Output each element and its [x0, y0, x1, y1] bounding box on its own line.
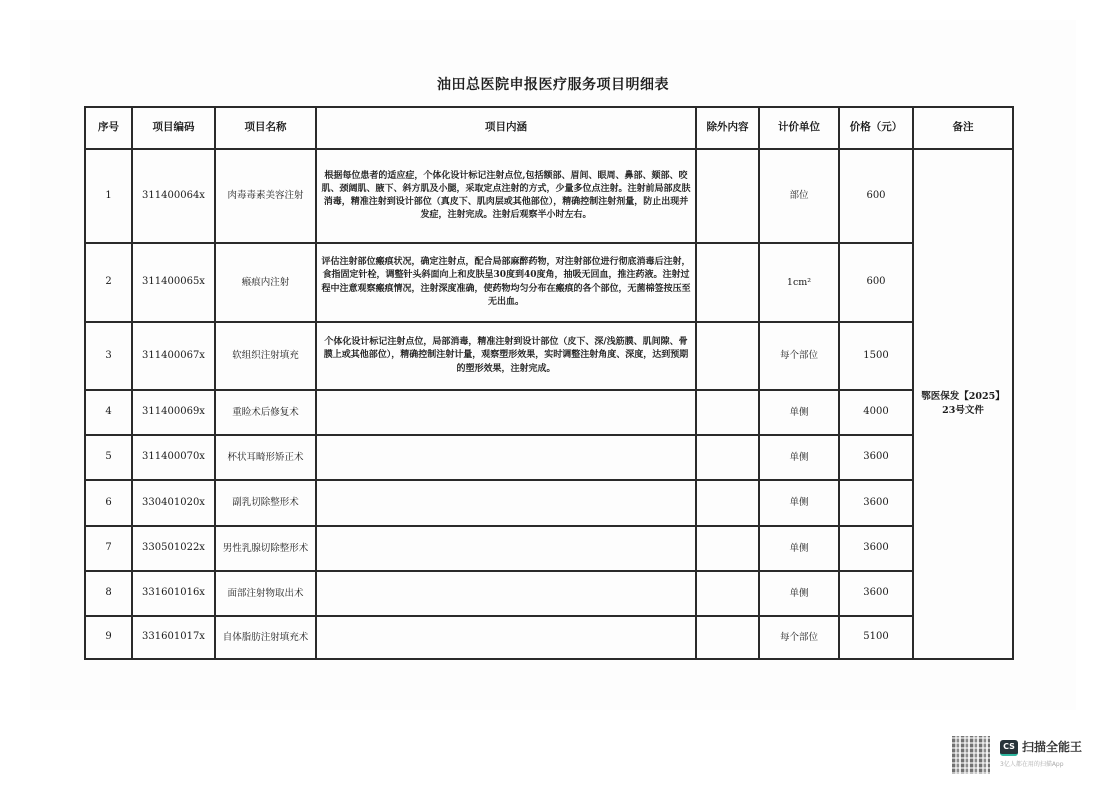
cell-price: 3600 [839, 435, 913, 480]
table-row [85, 149, 1013, 243]
cell-excluded [696, 243, 759, 322]
cell-content: 个体化设计标记注射点位，局部消毒，精准注射到设计部位（皮下、深/浅筋膜、肌间隙、骨膜上或其他部位），精确控制注射计量，观察塑形效果，实时调整注射角度、深度，达到预期的塑形效果，注射完成。 [316, 322, 696, 390]
cell-name: 自体脂肪注射填充术 [215, 616, 316, 659]
cell-code: 311400064x [132, 149, 215, 243]
cell-price: 4000 [839, 390, 913, 435]
cell-price: 600 [839, 243, 913, 322]
qr-code-icon [952, 736, 990, 774]
cell-content [316, 571, 696, 616]
table-row [85, 390, 1013, 435]
cell-excluded [696, 435, 759, 480]
table-row [85, 435, 1013, 480]
scanner-tagline: 3亿人都在用的扫描App [1000, 761, 1064, 768]
cell-name: 男性乳腺切除整形术 [215, 526, 316, 571]
cell-excluded [696, 390, 759, 435]
cell-name: 肉毒毒素美容注射 [215, 149, 316, 243]
cell-excluded [696, 480, 759, 526]
cell-name: 副乳切除整形术 [215, 480, 316, 526]
cell-code: 331601017x [132, 616, 215, 659]
cell-price: 3600 [839, 571, 913, 616]
service-items-table [84, 106, 1014, 660]
table-row [85, 243, 1013, 322]
cell-content: 评估注射部位瘢痕状况，确定注射点，配合局部麻醉药物，对注射部位进行彻底消毒后注射，食指固定针栓，调整针头斜面向上和皮肤呈30度到40度角，抽吸无回血，推注药液。注射过程中注意观察瘢痕情况，注射深度准确，使药物均匀分布在瘢痕的各个部位，无菌棉签按压至无出血。 [316, 243, 696, 322]
note-line-2: 23号文件 [942, 405, 984, 416]
header-price: 价格（元） [839, 107, 913, 149]
cell-content [316, 435, 696, 480]
cell-excluded [696, 571, 759, 616]
cell-no: 9 [85, 616, 132, 659]
cell-content [316, 526, 696, 571]
cell-price: 5100 [839, 616, 913, 659]
cell-unit: 每个部位 [759, 616, 839, 659]
cell-excluded [696, 149, 759, 243]
cell-content [316, 616, 696, 659]
cell-code: 330401020x [132, 480, 215, 526]
table-row [85, 571, 1013, 616]
cell-no: 3 [85, 322, 132, 390]
cell-name: 瘢痕内注射 [215, 243, 316, 322]
header-row [85, 107, 1013, 149]
table-row [85, 526, 1013, 571]
cell-unit: 部位 [759, 149, 839, 243]
cell-price: 3600 [839, 480, 913, 526]
cell-code: 331601016x [132, 571, 215, 616]
scanner-app-name: 扫描全能王 [1022, 740, 1083, 754]
cell-price: 1500 [839, 322, 913, 390]
header-content: 项目内涵 [316, 107, 696, 149]
cell-excluded [696, 322, 759, 390]
cell-name: 重睑术后修复术 [215, 390, 316, 435]
cell-unit: 单侧 [759, 526, 839, 571]
header-code: 项目编码 [132, 107, 215, 149]
camscanner-logo-icon: CS [1000, 740, 1018, 756]
cell-code: 311400065x [132, 243, 215, 322]
cell-content [316, 480, 696, 526]
table-row [85, 322, 1013, 390]
cell-no: 7 [85, 526, 132, 571]
cell-no: 1 [85, 149, 132, 243]
cell-excluded [696, 526, 759, 571]
cell-code: 311400069x [132, 390, 215, 435]
header-name: 项目名称 [215, 107, 316, 149]
header-no: 序号 [85, 107, 132, 149]
note-line-1: 鄂医保发【2025】 [921, 391, 1005, 403]
cell-code: 311400070x [132, 435, 215, 480]
cell-no: 6 [85, 480, 132, 526]
cell-no: 8 [85, 571, 132, 616]
header-unit: 计价单位 [759, 107, 839, 149]
table-row [85, 480, 1013, 526]
cell-no: 5 [85, 435, 132, 480]
cell-name: 面部注射物取出术 [215, 571, 316, 616]
cell-no: 2 [85, 243, 132, 322]
scanner-watermark [952, 734, 1102, 776]
cell-unit: 单侧 [759, 390, 839, 435]
cell-content: 根据每位患者的适应症，个体化设计标记注射点位,包括额部、眉间、眼周、鼻部、颏部、咬肌、颈阔肌、腋下、斜方肌及小腿，采取定点注射的方式，少量多位点注射。注射前局部皮肤消毒，精准注射到设计部位（真皮下、肌肉层或其他部位），精确控制注射剂量，防止出现并发症，注射完成。注射后观察半小时左右。 [316, 149, 696, 243]
cell-unit: 单侧 [759, 480, 839, 526]
cell-excluded [696, 616, 759, 659]
cell-price: 3600 [839, 526, 913, 571]
cell-unit: 每个部位 [759, 322, 839, 390]
cell-code: 311400067x [132, 322, 215, 390]
cell-no: 4 [85, 390, 132, 435]
header-excluded: 除外内容 [696, 107, 759, 149]
cell-name: 软组织注射填充 [215, 322, 316, 390]
cell-price: 600 [839, 149, 913, 243]
cell-content [316, 390, 696, 435]
cell-name: 杯状耳畸形矫正术 [215, 435, 316, 480]
cell-note [913, 149, 1013, 659]
cell-code: 330501022x [132, 526, 215, 571]
cell-unit: 1cm² [759, 243, 839, 322]
table-row [85, 616, 1013, 659]
header-note: 备注 [913, 107, 1013, 149]
cell-unit: 单侧 [759, 435, 839, 480]
cell-unit: 单侧 [759, 571, 839, 616]
document-title: 油田总医院申报医疗服务项目明细表 [437, 77, 669, 93]
